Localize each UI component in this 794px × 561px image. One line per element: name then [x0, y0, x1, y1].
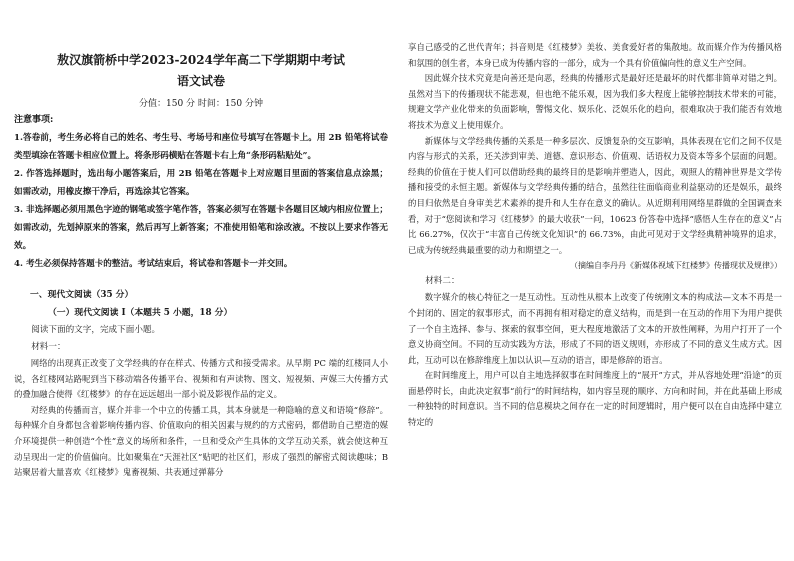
section-block	[14, 286, 388, 356]
left-body	[14, 356, 388, 481]
exam-meta: 分值：150 分 时间：150 分钟	[139, 99, 263, 109]
exam-title: 敖汉旗箭桥中学2023-2024学年高二下学期期中考试	[57, 53, 345, 67]
body-paragraph: 数字媒介的核心特征之一是互动性。互动性从根本上改变了传统刚文本的构成法—文本不再是一个封闭的、固定的叙事形式，而不再拥有相对稳定的意义结构，而是到一在互动的作用下为用户提供了一个自主选择、参与、探索的叙事空间，更大程度地激活了文本的开放性阐释，为用户打开了一个意义协商空间。不同的互动实践为方法，形成了不同的语义规则，亦形成了不同的意义生成方式。因此，互动可以在修辞维度上加以认识—互动的语言，即是修辞的语言。	[408, 292, 782, 365]
notice-item: 2. 作答选择题时，选出每小题答案后，用 2B 铅笔在答题卡上对应题目里面的答案信息点涂黑；如需改动，用橡皮擦干净后，再选涂其它答案。	[14, 169, 388, 197]
source-citation: （摘编自李丹丹《新媒体视域下红楼梦》传播现状及规律》）	[570, 261, 782, 271]
notice-item: 1.答卷前，考生务必将自己的姓名、考生号、考场号和座位号填写在答题卡上。用 2B 铅笔将试卷类型填涂在答题卡相应位置上。将条形码横贴在答题卡右上角“条形码粘贴处”。	[14, 133, 388, 161]
body-paragraph: 享自己感受的乙世代青年；抖音则是《红楼梦》美妆、美食爱好者的集散地。故而媒介作为传播风格和氛围的创生者，本身已成为传播内容的一部分，成为一个具有价值偏向性的意义生产空间。	[408, 42, 782, 68]
body-paragraph: 网络的出现真正改变了文学经典的存在样式、传播方式和接受需求。从早期 PC 端的红楼同人小说，各红楼网站路呢到当下移动端各传播平台、视频和有声读物、图文、短视频、声媒三大传播方式的叠加融合使得《红楼梦》的存在远远超出一部小说及影视作品的定义。	[14, 358, 388, 400]
body-paragraph: 因此媒介技术究竟是向善还是向恶，经典的传播形式是最好还是最坏的时代都非简单对错之判。虽然对当下的传播现状不能悲观，但也绝不能乐观，因为我们多大程度上能够控制技术带来的可能，规避文学产业化带来的负面影响，警惕文化、娱乐化、泛娱乐化的趋向，很难取决于我们能否有效地将技术为意义上使用媒介。	[408, 73, 782, 130]
body-paragraph: 新媒体与文学经典传播的关系是一种多层次、反馈复杂的交互影响，具体表现在它们之间不仅是内容与形式的关系，还关涉到审美、道德、意识形态、价值观、话语权力及资本等多个层面的问题。经典的价值在于使人们可以借助经典的最终目的是影响并塑造人，因此，观照人的精神世界是文学传播和接受的永恒主题。新媒体与文学经典传播的结合，虽然往往面临商业利益驱动的还是娱乐，最终的目归依然是自身审美艺术素养的提升和人生存在意义的确认。从近期利用网络星群做的全国调查来看，对于“您阅读和学习《红楼梦》的最大收获”一问，10623 份答卷中选择“感悟人生存在的意义”占比 66.27%，仅次于“丰富自己传统文化知识”的 66.73%，由此可见对于文学经典精神境界的追求，已成为传统经典最重要的动力和期望之一。	[408, 135, 782, 255]
right-body	[408, 40, 782, 431]
notice-item: 3. 非选择题必须用黑色字迹的钢笔或签字笔作答，答案必须写在答题卡各题目区域内相应位置上；如需改动，先划掉原来的答案，然后再写上新答案；不准使用铅笔和涂改液。不按以上要求作答无效。	[14, 205, 388, 251]
reading-instruction: 阅读下面的文字，完成下面小题。	[31, 325, 161, 335]
notices-heading: 注意事项:	[14, 115, 54, 125]
exam-subtitle: 语文试卷	[176, 74, 225, 88]
material-label: 材料二：	[425, 276, 460, 287]
notices-list	[14, 129, 388, 273]
subsection-heading: （一）现代文阅读 I（本题共 5 小题，18 分）	[48, 308, 233, 318]
section-heading: 一、现代文阅读（35 分）	[30, 290, 134, 300]
body-paragraph: 对经典的传播而言，媒介并非一个中立的传播工具，其本身就是一种隐喻的意义和语境“修辞”。每种媒介自身都包含着影响传播内容、价值取向的相关因素与规约的方式密码，都借助自己塑造的媒介环境提供一种创造“个性”意义的场所和条件，一旦和受众产生具体的文学互动关系，就会使这种互动呈现出一定的价值偏向。比如聚集在“天涯社区”贴吧的社区们，形成了强烈的解密式阅读趣味；B 站聚居着大量喜欢《红楼梦》鬼畜视频、共表通过弹幕分	[14, 404, 388, 478]
body-paragraph: 在时间维度上，用户可以自主地选择叙事在时间维度上的“展开”方式，并从容地处理“沿途”的页面悬停时长，由此决定叙事“前行”的时间结构，如内容呈现的顺序、方向和时间，并在此基础上形成一种独特的时间意识。当不同的信息模块之间存在一定的时间逻辑时，用户便可以在自由选择中建立特定的	[408, 370, 782, 428]
notice-item: 4. 考生必须保持答题卡的整洁。考试结束后，将试卷和答题卡一并交回。	[14, 259, 293, 269]
material-label: 材料一：	[31, 342, 66, 352]
